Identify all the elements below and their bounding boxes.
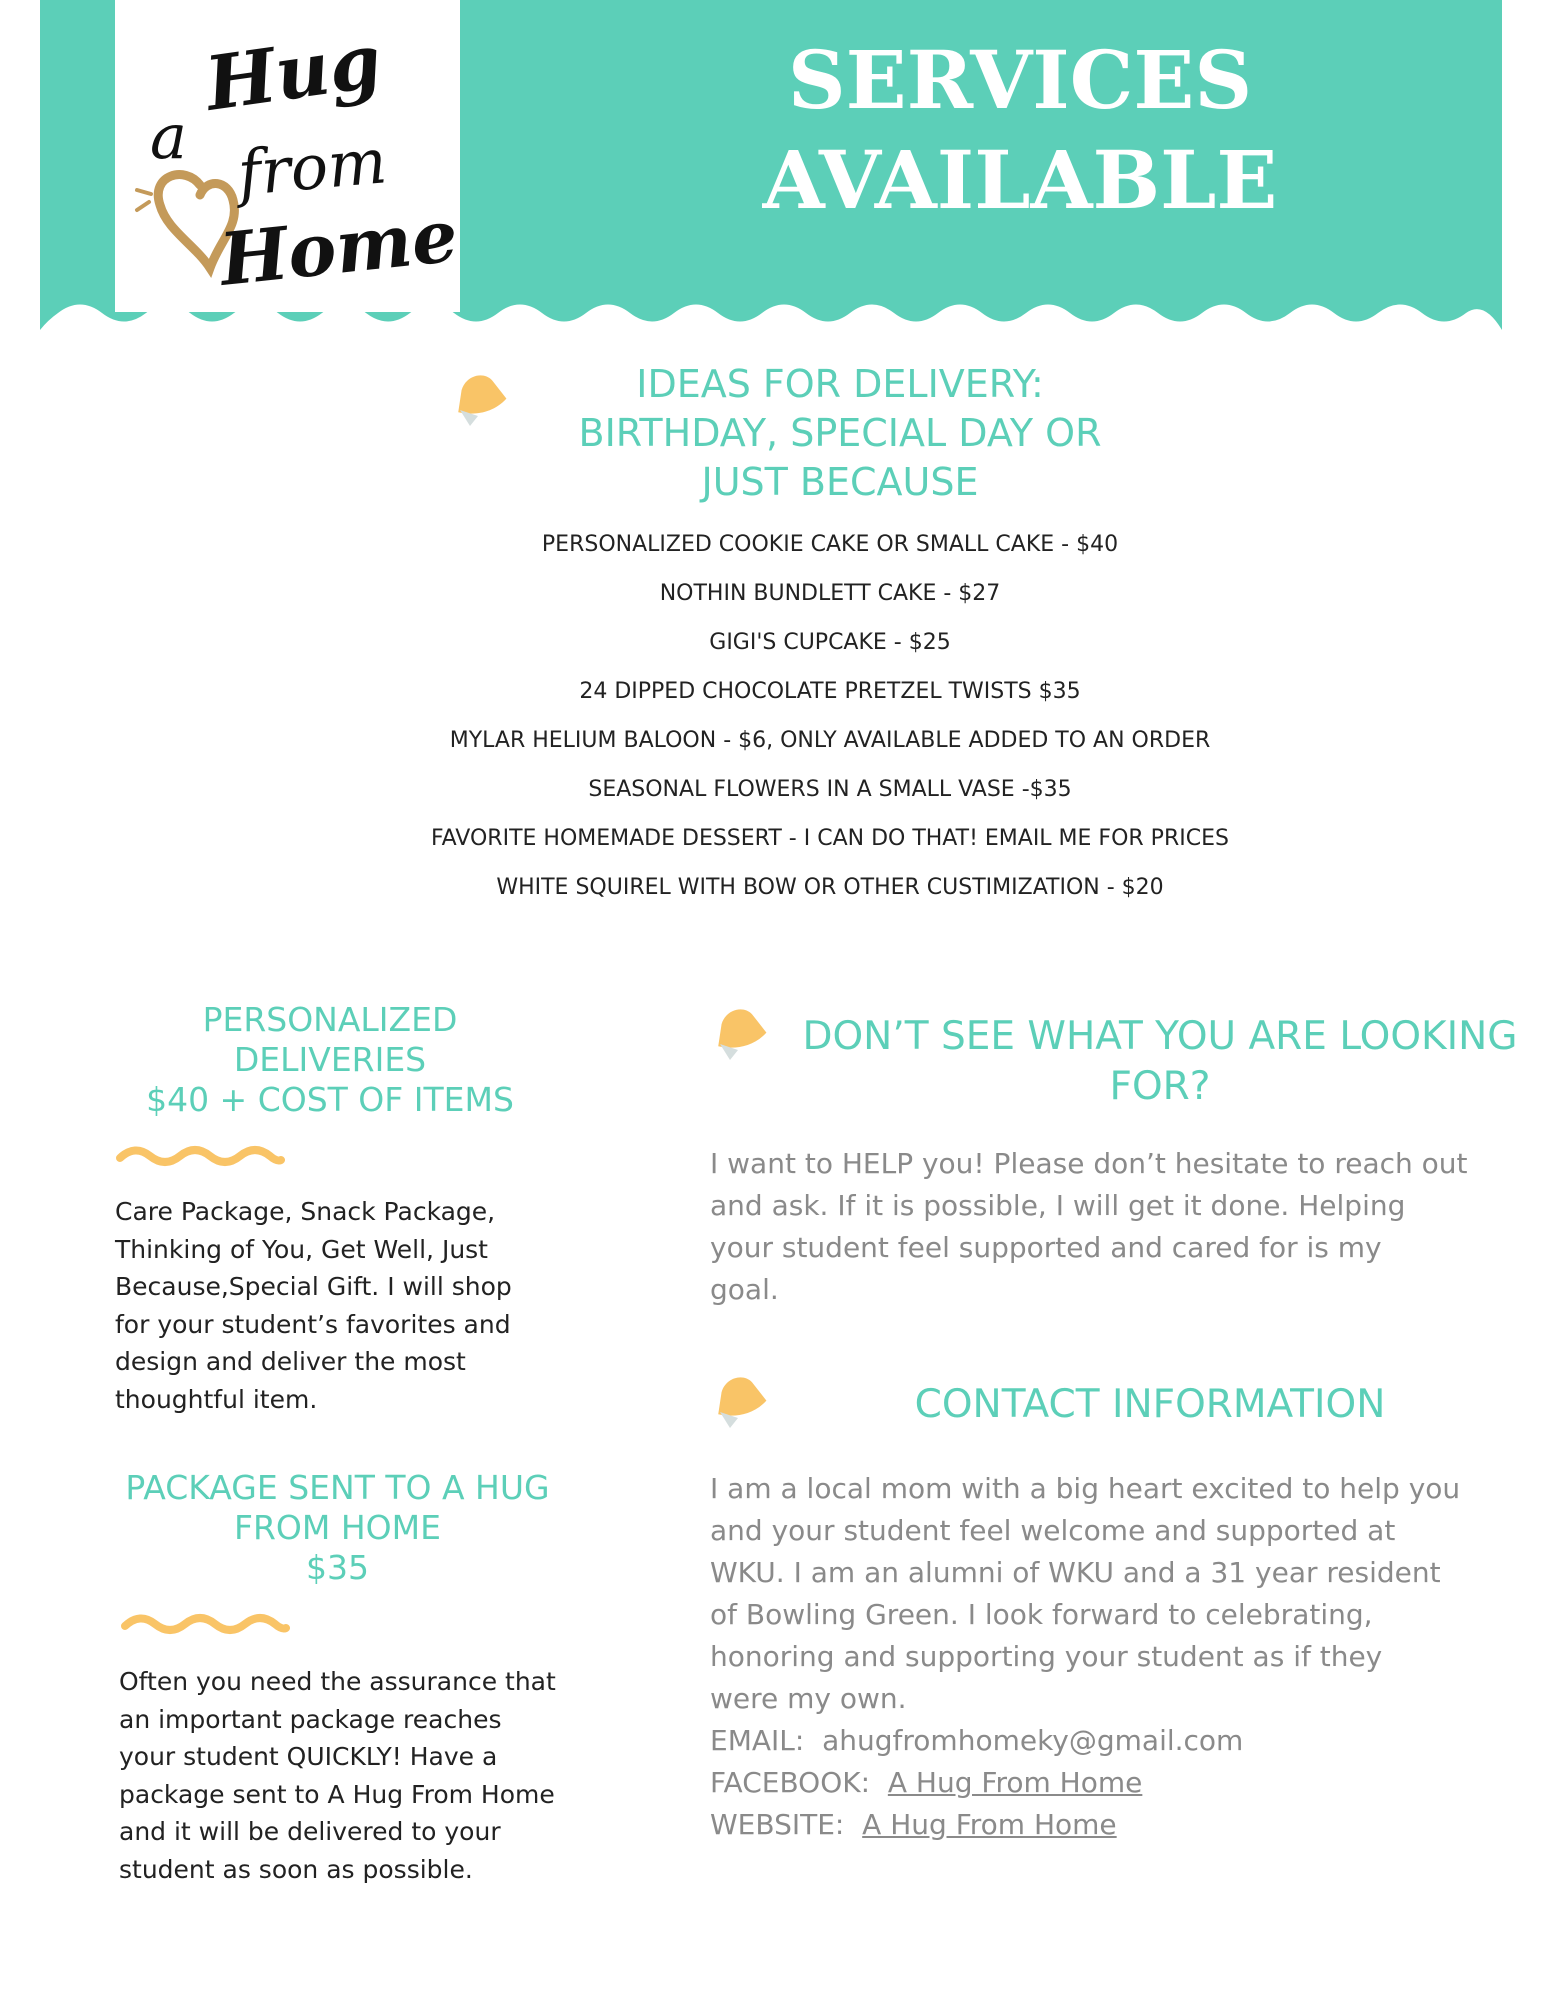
list-item: PERSONALIZED COOKIE CAKE OR SMALL CAKE - $40 bbox=[541, 532, 1119, 557]
facebook-label: FACEBOOK: bbox=[710, 1766, 871, 1799]
personalized-heading-line-1: PERSONALIZED bbox=[202, 1000, 458, 1039]
text-line: goal. bbox=[710, 1273, 779, 1306]
text-line: package sent to A Hug From Home bbox=[119, 1779, 555, 1809]
list-item: NOTHIN BUNDLETT CAKE - $27 bbox=[659, 581, 1001, 606]
logo bbox=[115, 0, 460, 312]
list-item: 24 DIPPED CHOCOLATE PRETZEL TWISTS $35 bbox=[579, 679, 1081, 704]
text-line: and your student feel welcome and supported at bbox=[710, 1514, 1396, 1547]
list-item: SEASONAL FLOWERS IN A SMALL VASE -$35 bbox=[588, 777, 1072, 802]
package-heading-line-2: FROM HOME bbox=[234, 1508, 441, 1547]
list-item: GIGI'S CUPCAKE - $25 bbox=[709, 630, 951, 655]
text-line: and it will be delivered to your bbox=[119, 1817, 501, 1847]
list-item: WHITE SQUIREL WITH BOW OR OTHER CUSTIMIZATION - $20 bbox=[496, 875, 1164, 900]
logo-box bbox=[115, 0, 460, 312]
package-description bbox=[119, 1663, 569, 1889]
personalized-heading bbox=[110, 1000, 550, 1120]
text-line: honoring and supporting your student as if they bbox=[710, 1640, 1383, 1673]
email-value[interactable]: ahugfromhomeky@gmail.com bbox=[822, 1724, 1244, 1757]
text-line: of Bowling Green. I look forward to celebrating, bbox=[710, 1598, 1373, 1631]
text-line: Often you need the assurance that bbox=[119, 1667, 556, 1696]
text-line: and ask. If it is possible, I will get it done. Helping bbox=[710, 1189, 1406, 1222]
text-line: student as soon as possible. bbox=[119, 1854, 473, 1884]
package-heading-line-3: $35 bbox=[306, 1548, 369, 1587]
bell-icon bbox=[708, 1000, 778, 1070]
package-heading-line-1: PACKAGE SENT TO A HUG bbox=[125, 1468, 550, 1507]
text-line: thoughtful item. bbox=[115, 1384, 318, 1414]
text-line: your student QUICKLY! Have a bbox=[119, 1742, 498, 1772]
personalized-heading-line-3: $40 + COST OF ITEMS bbox=[146, 1080, 514, 1119]
dont-see-heading-line-2: FOR? bbox=[1109, 1064, 1211, 1109]
personalized-heading-line-2: DELIVERIES bbox=[233, 1040, 427, 1079]
text-line: Care Package, Snack Package, bbox=[115, 1197, 496, 1226]
svg-text:Home: Home bbox=[215, 192, 460, 302]
facebook-link[interactable]: A Hug From Home bbox=[887, 1766, 1143, 1799]
personalized-description bbox=[115, 1193, 555, 1419]
text-line: your student feel supported and cared for is my bbox=[710, 1231, 1382, 1264]
text-line: WKU. I am an alumni of WKU and a 31 year resident bbox=[710, 1556, 1441, 1589]
text-line: Thinking of You, Get Well, Just bbox=[115, 1234, 488, 1264]
title-line-1: SERVICES bbox=[787, 33, 1253, 127]
text-line: an important package reaches bbox=[119, 1704, 502, 1734]
dont-see-heading bbox=[800, 1012, 1520, 1112]
text-line: I am a local mom with a big heart excited to help you bbox=[710, 1472, 1461, 1505]
svg-text:from: from bbox=[234, 124, 390, 210]
svg-text:Hug: Hug bbox=[200, 18, 387, 128]
page-title bbox=[700, 30, 1340, 230]
text-line: I want to HELP you! Please don’t hesitate to reach out bbox=[710, 1147, 1468, 1180]
delivery-ideas-list bbox=[320, 520, 1340, 912]
svg-text:a: a bbox=[150, 100, 187, 173]
text-line: were my own. bbox=[710, 1682, 907, 1715]
title-line-2: AVAILABLE bbox=[762, 133, 1278, 227]
ideas-heading-line-3: JUST BECAUSE bbox=[701, 460, 979, 504]
list-item: FAVORITE HOMEMADE DESSERT - I CAN DO THAT! EMAIL ME FOR PRICES bbox=[431, 826, 1229, 851]
dont-see-description bbox=[710, 1143, 1510, 1311]
contact-description bbox=[710, 1468, 1510, 1720]
ideas-heading-line-1: IDEAS FOR DELIVERY: bbox=[636, 362, 1044, 406]
list-item: MYLAR HELIUM BALOON - $6, ONLY AVAILABLE ADDED TO AN ORDER bbox=[449, 728, 1211, 753]
squiggle-divider-icon bbox=[120, 1608, 290, 1638]
text-line: for your student’s favorites and bbox=[115, 1309, 511, 1339]
website-link[interactable]: A Hug From Home bbox=[862, 1808, 1117, 1841]
contact-heading: CONTACT INFORMATION bbox=[914, 1382, 1386, 1427]
dont-see-heading-line-1: DON’T SEE WHAT YOU ARE LOOKING bbox=[802, 1014, 1518, 1059]
email-label: EMAIL: bbox=[710, 1724, 805, 1757]
squiggle-divider-icon bbox=[115, 1140, 285, 1170]
website-line bbox=[710, 1804, 1510, 1846]
facebook-line bbox=[710, 1762, 1510, 1804]
email-line bbox=[710, 1720, 1510, 1762]
website-label: WEBSITE: bbox=[710, 1808, 845, 1841]
bell-icon bbox=[708, 1368, 778, 1438]
ideas-heading-line-2: BIRTHDAY, SPECIAL DAY OR bbox=[578, 411, 1102, 455]
package-heading bbox=[115, 1468, 560, 1588]
text-line: Because,Special Gift. I will shop bbox=[115, 1272, 512, 1302]
text-line: design and deliver the most bbox=[115, 1347, 466, 1377]
ideas-heading bbox=[500, 360, 1180, 507]
